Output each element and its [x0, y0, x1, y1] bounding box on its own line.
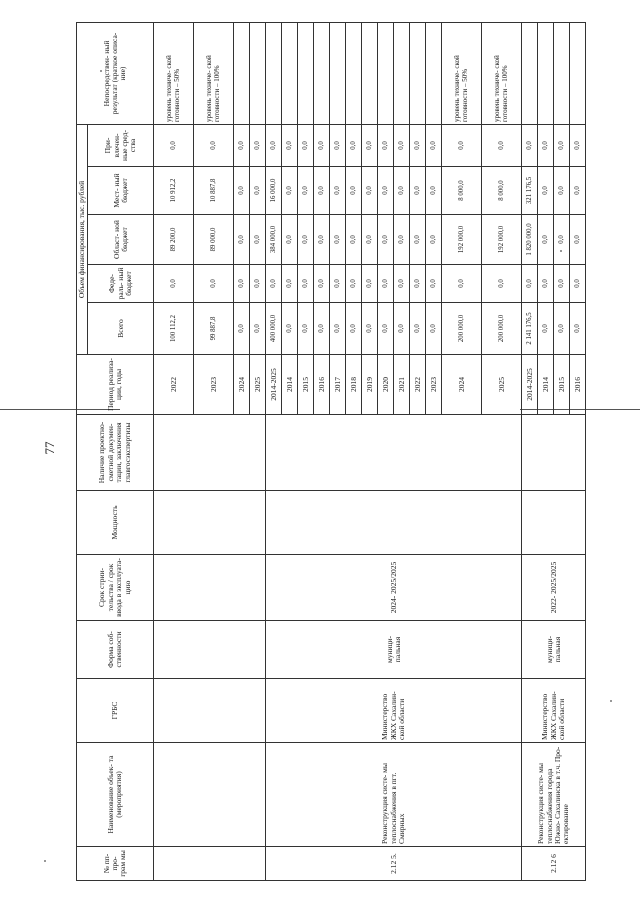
table-row [266, 22, 282, 880]
federal-cell: 0,0 [410, 265, 426, 303]
regional-cell: 0,0 [346, 215, 362, 265]
total-cell: 0,0 [378, 303, 394, 355]
total-cell: 0,0 [410, 303, 426, 355]
header-local: Мест- ный бюджет [88, 167, 154, 215]
local-cell: 0,0 [426, 167, 442, 215]
result-cell [266, 22, 282, 124]
total-cell: 0,0 [426, 303, 442, 355]
header-ownership: Форма соб- ственности [77, 621, 154, 679]
year-cell: 2014-2025 [266, 355, 282, 415]
local-cell: 0,0 [298, 167, 314, 215]
year-cell: 2022 [154, 355, 194, 415]
federal-cell: 0,0 [378, 265, 394, 303]
local-cell: 0,0 [378, 167, 394, 215]
local-cell: 16 000,0 [266, 167, 282, 215]
other-cell: 0,0 [314, 124, 330, 166]
total-cell: 200 000,0 [482, 303, 522, 355]
regional-cell: 89 000,0 [194, 215, 234, 265]
year-cell: 2023 [426, 355, 442, 415]
federal-cell: 0,0 [482, 265, 522, 303]
result-cell [426, 22, 442, 124]
regional-cell: 192 000,0 [482, 215, 522, 265]
result-cell: уровень техниче- ской готовности – 50% [442, 22, 482, 124]
project-ownership-cell: муници- пальная [266, 621, 522, 679]
year-cell: 2023 [194, 355, 234, 415]
local-cell: 0,0 [314, 167, 330, 215]
federal-cell: 0,0 [282, 265, 298, 303]
regional-cell: 0,0 [378, 215, 394, 265]
regional-cell: 192 000,0 [442, 215, 482, 265]
other-cell: 0,0 [234, 124, 250, 166]
total-cell: 0,0 [362, 303, 378, 355]
local-cell: 0,0 [410, 167, 426, 215]
header-period: Срок стрии- тельства / срок ввода в эксплуата- цию [77, 555, 154, 621]
other-cell: 0,0 [570, 124, 586, 166]
page-number: 77 [42, 441, 57, 455]
funding-table [76, 22, 586, 881]
local-cell: 0,0 [570, 167, 586, 215]
total-cell: 0,0 [298, 303, 314, 355]
result-cell [522, 22, 538, 124]
local-cell: 0,0 [282, 167, 298, 215]
header-federal: Феде- раль- ный бюджет [88, 265, 154, 303]
other-cell: 0,0 [482, 124, 522, 166]
federal-cell: 0,0 [570, 265, 586, 303]
federal-cell: 0,0 [362, 265, 378, 303]
local-cell: 0,0 [330, 167, 346, 215]
header-funding-group: Объем финансирования, тыс. рублей [77, 124, 88, 354]
header-total: Всего [88, 303, 154, 355]
project-capacity-cell [266, 491, 522, 555]
year-cell: 2021 [394, 355, 410, 415]
result-cell: уровень техниче- ской готовности – 50% [154, 22, 194, 124]
result-cell [282, 22, 298, 124]
year-cell: 2016 [314, 355, 330, 415]
result-cell [362, 22, 378, 124]
result-cell [378, 22, 394, 124]
local-cell: 0,0 [394, 167, 410, 215]
year-cell: 2014-2025 [522, 355, 538, 415]
table-row [154, 22, 194, 880]
federal-cell: 0,0 [522, 265, 538, 303]
federal-cell: 0,0 [234, 265, 250, 303]
table-row [522, 22, 538, 880]
total-cell: 0,0 [346, 303, 362, 355]
project-psd-cell [266, 415, 522, 491]
project-period-cell: 2022- 2025/2025 [522, 555, 586, 621]
regional-cell: 1 820 000,0 [522, 215, 538, 265]
project-period-cell: 2024- 2025/2025 [266, 555, 522, 621]
total-cell: 0,0 [394, 303, 410, 355]
rotated-table-wrapper [76, 23, 582, 881]
result-cell [554, 22, 570, 124]
header-name: Наименование объек- та (мероприятия) [77, 743, 154, 847]
other-cell: 0,0 [538, 124, 554, 166]
result-cell [234, 22, 250, 124]
project-grbs-cell: Министерство ЖКХ Сахалин- ской области [522, 679, 586, 743]
total-cell: 0,0 [282, 303, 298, 355]
project-psd-cell [522, 415, 586, 491]
other-cell: 0,0 [194, 124, 234, 166]
year-cell: 2025 [250, 355, 266, 415]
prev-project-name-cell [154, 743, 266, 847]
total-cell: 0,0 [554, 303, 570, 355]
header-num: № пп- про- грам мы [77, 847, 154, 881]
regional-cell: 0,0 [426, 215, 442, 265]
federal-cell: 0,0 [346, 265, 362, 303]
result-cell [570, 22, 586, 124]
other-cell: 0,0 [442, 124, 482, 166]
federal-cell: 0,0 [298, 265, 314, 303]
other-cell: 0,0 [298, 124, 314, 166]
year-cell: 2016 [570, 355, 586, 415]
federal-cell: 0,0 [194, 265, 234, 303]
local-cell: 8 000,0 [482, 167, 522, 215]
other-cell: 0,0 [554, 124, 570, 166]
project-grbs-cell: Министерство ЖКХ Сахалин- ской области [266, 679, 522, 743]
other-cell: 0,0 [330, 124, 346, 166]
project-ownership-cell: муници- пальная [522, 621, 586, 679]
other-cell: 0,0 [410, 124, 426, 166]
local-cell: 0,0 [538, 167, 554, 215]
federal-cell: 0,0 [442, 265, 482, 303]
total-cell: 400 000,0 [266, 303, 282, 355]
project-capacity-cell [522, 491, 586, 555]
total-cell: 0,0 [314, 303, 330, 355]
prev-project-psd-cell [154, 415, 266, 491]
regional-cell: 0,0 [330, 215, 346, 265]
regional-cell: 0,0 [362, 215, 378, 265]
total-cell: 99 887,8 [194, 303, 234, 355]
other-cell: 0,0 [250, 124, 266, 166]
total-cell: 200 000,0 [442, 303, 482, 355]
year-cell: 2020 [378, 355, 394, 415]
result-cell [330, 22, 346, 124]
total-cell: 0,0 [570, 303, 586, 355]
regional-cell: 0,0 [410, 215, 426, 265]
year-cell: 2015 [298, 355, 314, 415]
total-cell: 0,0 [250, 303, 266, 355]
year-cell: 2018 [346, 355, 362, 415]
project-num-cell: 2.12 6 [522, 847, 586, 881]
result-cell [314, 22, 330, 124]
other-cell: 0,0 [346, 124, 362, 166]
local-cell: 0,0 [346, 167, 362, 215]
local-cell: 10 887,8 [194, 167, 234, 215]
result-cell [394, 22, 410, 124]
other-cell: 0,0 [154, 124, 194, 166]
prev-project-num-cell [154, 847, 266, 881]
other-cell: 0,0 [378, 124, 394, 166]
regional-cell: 0,0 [234, 215, 250, 265]
year-cell: 2019 [362, 355, 378, 415]
project-name-cell: Реконструкция систе- мы теплоснабжения в пгт. Смирных [266, 743, 522, 847]
regional-cell: 0,0 [554, 215, 570, 265]
result-cell [298, 22, 314, 124]
regional-cell: 0,0 [394, 215, 410, 265]
year-cell: 2014 [282, 355, 298, 415]
result-cell [250, 22, 266, 124]
other-cell: 0,0 [426, 124, 442, 166]
local-cell: 0,0 [362, 167, 378, 215]
total-cell: 2 141 176,5 [522, 303, 538, 355]
other-cell: 0,0 [266, 124, 282, 166]
project-name-cell: Реконструкция систе- мы теплоснабжения города Южно- Сахалинска в т.ч. Про- ектирование [522, 743, 586, 847]
result-cell [538, 22, 554, 124]
regional-cell: 384 000,0 [266, 215, 282, 265]
regional-cell: 89 200,0 [154, 215, 194, 265]
total-cell: 0,0 [538, 303, 554, 355]
total-cell: 0,0 [234, 303, 250, 355]
prev-project-period-cell [154, 555, 266, 621]
total-cell: 100 112,2 [154, 303, 194, 355]
local-cell: 0,0 [234, 167, 250, 215]
federal-cell: 0,0 [554, 265, 570, 303]
year-cell: 2014 [538, 355, 554, 415]
federal-cell: 0,0 [154, 265, 194, 303]
other-cell: 0,0 [362, 124, 378, 166]
header-grbs: ГРБС [77, 679, 154, 743]
regional-cell: 0,0 [570, 215, 586, 265]
local-cell: 8 000,0 [442, 167, 482, 215]
year-cell: 2022 [410, 355, 426, 415]
header-other: При- влечен- ные сред- ства [88, 124, 154, 166]
federal-cell: 0,0 [538, 265, 554, 303]
header-psd: Наличие проектно- сметной докумен- тации, заключения главгосэкспертизы [77, 415, 154, 491]
federal-cell: 0,0 [394, 265, 410, 303]
local-cell: 0,0 [554, 167, 570, 215]
regional-cell: 0,0 [314, 215, 330, 265]
federal-cell: 0,0 [266, 265, 282, 303]
project-num-cell: 2.12 5. [266, 847, 522, 881]
federal-cell: 0,0 [426, 265, 442, 303]
prev-project-capacity-cell [154, 491, 266, 555]
other-cell: 0,0 [522, 124, 538, 166]
regional-cell: 0,0 [282, 215, 298, 265]
regional-cell: 0,0 [298, 215, 314, 265]
local-cell: 0,0 [250, 167, 266, 215]
year-cell: 2024 [442, 355, 482, 415]
header-capacity: Мощность [77, 491, 154, 555]
other-cell: 0,0 [394, 124, 410, 166]
prev-project-grbs-cell [154, 679, 266, 743]
local-cell: 321 176,5 [522, 167, 538, 215]
regional-cell: 0,0 [538, 215, 554, 265]
local-cell: 10 912,2 [154, 167, 194, 215]
header-regional: Област- ной бюджет [88, 215, 154, 265]
result-cell [346, 22, 362, 124]
regional-cell: 0,0 [250, 215, 266, 265]
year-cell: 2017 [330, 355, 346, 415]
result-cell [410, 22, 426, 124]
year-cell: 2015 [554, 355, 570, 415]
header-result: Непосредствен- ный результат (краткое описа- ние) [77, 22, 154, 124]
federal-cell: 0,0 [314, 265, 330, 303]
result-cell: уровень техниче- ской готовности – 100% [194, 22, 234, 124]
result-cell: уровень техниче- ской готовности – 100% [482, 22, 522, 124]
federal-cell: 0,0 [330, 265, 346, 303]
year-cell: 2025 [482, 355, 522, 415]
year-cell: 2024 [234, 355, 250, 415]
scan-speck [44, 860, 46, 862]
prev-project-ownership-cell [154, 621, 266, 679]
total-cell: 0,0 [330, 303, 346, 355]
other-cell: 0,0 [282, 124, 298, 166]
scan-speck [610, 700, 612, 702]
header-realization: Период реализа- ции, годы [77, 355, 154, 415]
federal-cell: 0,0 [250, 265, 266, 303]
